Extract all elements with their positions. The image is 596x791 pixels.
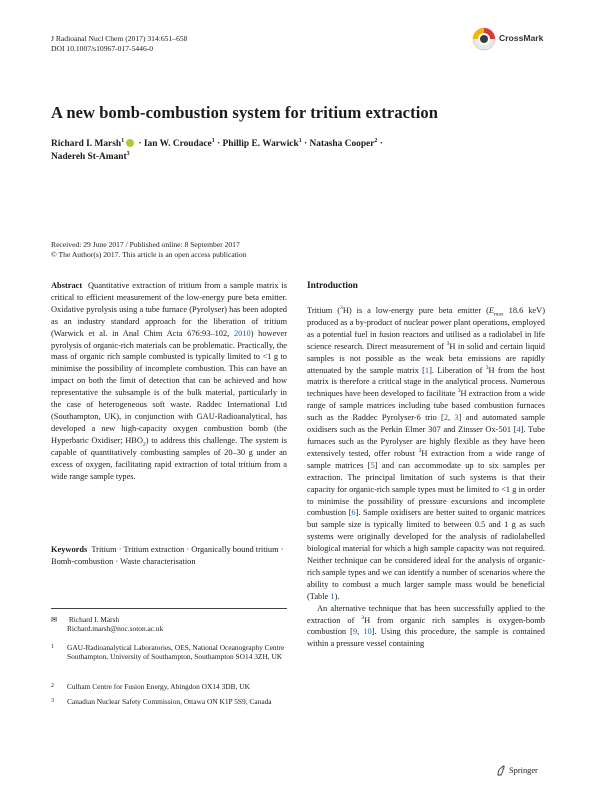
introduction-body (307, 305, 545, 650)
reference-link[interactable]: 5 (370, 460, 375, 470)
affiliation-2 (51, 682, 287, 691)
paragraph: Tritium ($^3$H) is a low-energy pure beta emitter ($E_{max}$ 18.6 keV) produced as a by-product of nuclear power plant operations, employed as a potential fuel in fusion reactors and utilised as a radiolabel in life science research. Direct measurement of $^3$H in solid and certain liquid samples is not possible as the weak beta emissions are rapidly attenuated by the sample matrix [1]. Liberation of $^3$H from the host matrix is therefore a critical stage in the analytical process. Numerous techniques have been developed to facilitate $^3$H extraction from a wide range of sample matrices including tube based combustion furnaces such as the Raddec Pyrolyser-6 trio [2, 3] and automated sample oxidisers such as the Perkin Elmer 307 and Zinsser Ox-501 [4]. Tube furnaces such as the Pyrolyser are highly flexible as they have been extensively tested, offer robust $^3$H extraction from a wide range of sample matrices [5] and can accommodate up to six samples per extraction. The principal limitation of such systems is that their capacity for organic-rich sample types must be limited to <1 g in order to minimise the possibility of pressure excursions and incomplete combustion [6]. Sample oxidisers are better suited to organic matrices but sample size is typically limited to between 0.5 and 1 g as such systems were originally developed for the analysis of radiolabelled biological material for which a high sample capacity was not required. Neither technique can be considered ideal for the analysis of organic-rich sample types and we can identify a number of scenarios where the ability to combust a much larger sample mass would be beneficial (Table 1). (307, 305, 546, 601)
reference-link[interactable]: 2 (443, 413, 448, 423)
citation-link[interactable]: 2010 (233, 328, 251, 338)
author-name[interactable]: Ian W. Croudace (143, 139, 212, 149)
table-link[interactable]: 1 (330, 591, 335, 601)
affiliation-3 (51, 697, 287, 706)
affiliation-text: Canadian Nuclear Safety Commission, Ottawa ON K1P 5S9, Canada (67, 697, 272, 706)
doi[interactable]: DOI 10.1007/s10967-017-5446-0 (51, 44, 154, 53)
abstract-text: ) however pyrolysis of organic-rich materials can be problematic. Practically, the mass of organic rich sample combusted is typically limited to <1 g to minimise the possibility of incomplete combustion. This can have an impact on both the limit of detection that can be achieved and how representative the subsample is of the bulk material, particularly in the case of heterogeneous soft waste. Raddec International Ltd (Southampton, UK), in conjunction with GAU-Radioanalytical, has developed a new high-capacity oxygen combustion bomb (the Hyperbaric Oxidiser; HBO (51, 328, 288, 445)
journal-reference: J Radioanal Nucl Chem (2017) 314:651–658 (51, 34, 188, 43)
abstract (51, 280, 287, 482)
affiliation-marker: 1 (211, 137, 215, 144)
keywords-label: Keywords (51, 545, 88, 554)
paragraph: An alternative technique that has been successfully applied to the extraction of $^3$H from organic rich samples is oxygen-bomb combustion [9, 10]. Using this procedure, the sample is contained within a pressure vessel containing (307, 603, 545, 649)
abstract-text: Quantitative extraction of tritium from a sample matrix is critical to efficient measurement of the low-energy pure beta emitter. Oxidative pyrolysis using a tube furnace (Pyrolyser) has been adopted as an industry standard approach for the liberation of tritium (Warwick et al. in Anal Chim Acta 676:93–102, (51, 281, 288, 338)
author-separator: · (304, 139, 308, 149)
author-name[interactable]: Phillip E. Warwick (222, 139, 299, 149)
keywords (51, 544, 287, 568)
article-title: A new bomb-combustion system for tritium extraction (51, 103, 439, 122)
affiliation-marker: 3 (126, 150, 130, 157)
reference-link[interactable]: 4 (516, 425, 521, 435)
publisher-name: Springer (509, 766, 538, 775)
affiliation-number: 3 (51, 698, 54, 704)
author-name[interactable]: Richard I. Marsh (51, 139, 122, 149)
abstract-text: ) to address this challenge. The system is capable of quantitatively combusting samples of 20–30 g under an excess of oxygen, facilitating rapid extraction of total tritium from a wide range sample types. (51, 435, 287, 481)
author-name[interactable]: Nadereh St-Amant (51, 152, 127, 162)
footnote-divider (51, 608, 287, 609)
corresponding-email[interactable]: Richard.marsh@noc.soton.ac.uk (67, 624, 164, 634)
affiliation-marker: 2 (374, 137, 378, 144)
affiliation-number: 2 (51, 683, 54, 689)
crossmark-icon (472, 27, 496, 51)
author-list (51, 138, 551, 164)
crossmark-label: CrossMark (499, 33, 544, 43)
reference-link[interactable]: 3 (454, 413, 459, 423)
orcid-icon[interactable] (126, 139, 134, 147)
corresponding-author: Richard I. Marsh (68, 615, 120, 624)
author-separator: · (138, 139, 142, 149)
affiliation-text: Culham Centre for Fusion Energy, Abingdon OX14 3DB, UK (67, 682, 250, 691)
affiliation-marker: 1 (121, 137, 125, 144)
springer-horse-icon (496, 765, 506, 776)
affiliation-number: 1 (51, 644, 54, 650)
publisher-logo (496, 765, 538, 776)
subscript: 2 (142, 441, 146, 448)
affiliation-text: GAU-Radioanalytical Laboratories, OES, National Oceanography Centre Southampton, University of Southampton, Southampton SO14 3ZH, UK (67, 643, 285, 662)
reference-link[interactable]: 9 (352, 627, 358, 637)
author-name[interactable]: Natasha Cooper (309, 139, 375, 149)
crossmark-badge[interactable] (472, 26, 552, 52)
reference-link[interactable]: 10 (363, 627, 372, 637)
received-published-dates: Received: 29 June 2017 / Published online: 8 September 2017 (51, 240, 240, 249)
author-separator: · (379, 139, 383, 149)
copyright-notice: © The Author(s) 2017. This article is an open access publication (51, 250, 247, 259)
reference-link[interactable]: 6 (351, 508, 356, 518)
abstract-label: Abstract (51, 281, 83, 290)
keywords-text: Tritium · Tritium extraction · Organically bound tritium · Bomb-combustion · Waste characterisation (51, 545, 284, 566)
section-heading-introduction: Introduction (307, 281, 358, 291)
envelope-icon: ✉ (51, 615, 58, 624)
correspondence (51, 615, 287, 634)
reference-link[interactable]: 1 (424, 365, 430, 375)
affiliation-1 (51, 643, 287, 662)
author-separator: · (217, 139, 221, 149)
affiliation-marker: 1 (298, 137, 302, 144)
